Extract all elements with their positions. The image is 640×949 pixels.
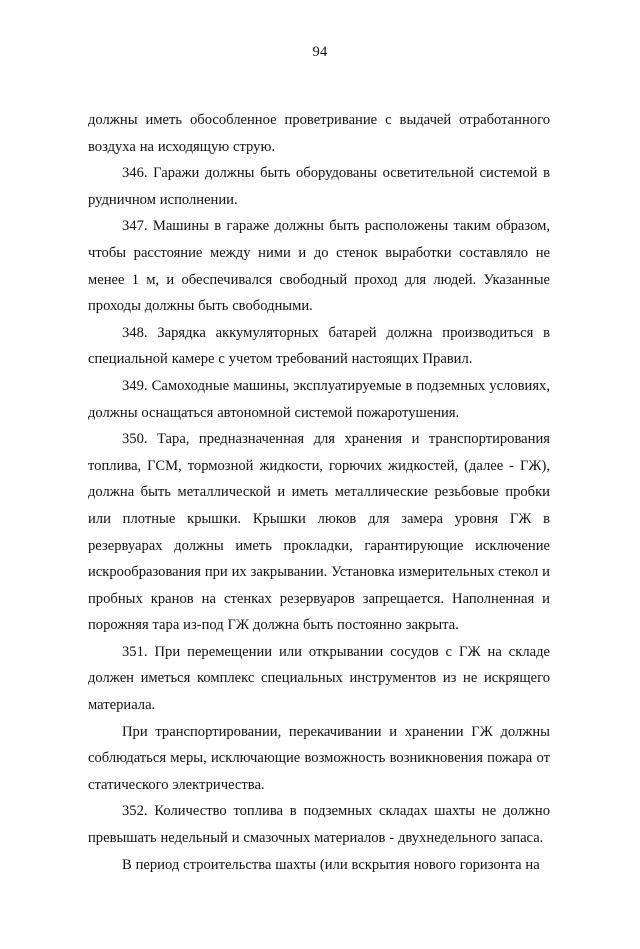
document-page bbox=[0, 44, 640, 949]
document-body bbox=[0, 107, 640, 878]
paragraph-351: 351. При перемещении или открывании сосудов с ГЖ на складе должен иметься комплекс специальных инструментов из не искрящего материала. bbox=[88, 643, 550, 714]
paragraph-350: 350. Тара, предназначенная для хранения и транспортирования топлива, ГСМ, тормозной жидкости, горючих жидкостей, (далее - ГЖ), должна быть металлической и иметь металлические резьбовые пробки или плотные крышки. Крышки люков для замера уровня ГЖ в резервуарах должны иметь прокладки, гарантирующие исключение искрообразования при их закрывании. Установка измерительных стекол и пробных кранов на стенках резервуаров запрещается. Наполненная и порожняя тара из-под ГЖ должна быть постоянно закрыта. bbox=[88, 431, 550, 634]
paragraph-347: 347. Машины в гараже должны быть расположены таким образом, чтобы расстояние между ними и до стенок выработки составляло не менее 1 м, и обеспечивался свободный проход для людей. Указанные проходы должны быть свободными. bbox=[88, 218, 550, 315]
paragraph-348: 348. Зарядка аккумуляторных батарей должна производиться в специальной камере с учетом требований настоящих Правил. bbox=[88, 324, 550, 368]
paragraph-continuation: должны иметь обособленное проветривание с выдачей отработанного воздуха на исходящую струю. bbox=[88, 112, 550, 155]
paragraph-349: 349. Самоходные машины, эксплуатируемые в подземных условиях, должны оснащаться автономной системой пожаротушения. bbox=[88, 377, 550, 421]
page-number: 94 bbox=[312, 44, 328, 60]
paragraph-351-continuation: При транспортировании, перекачивании и хранении ГЖ должны соблюдаться меры, исключающие возможность возникновения пожара от статического электричества. bbox=[88, 723, 550, 793]
paragraph-346: 346. Гаражи должны быть оборудованы осветительной системой в рудничном исполнении. bbox=[88, 165, 550, 208]
paragraph-352: 352. Количество топлива в подземных складах шахты не должно превышать недельный и смазочных материалов - двухнедельного запаса. bbox=[88, 803, 550, 847]
paragraph-352-continuation: В период строительства шахты (или вскрытия нового горизонта на bbox=[122, 856, 540, 873]
